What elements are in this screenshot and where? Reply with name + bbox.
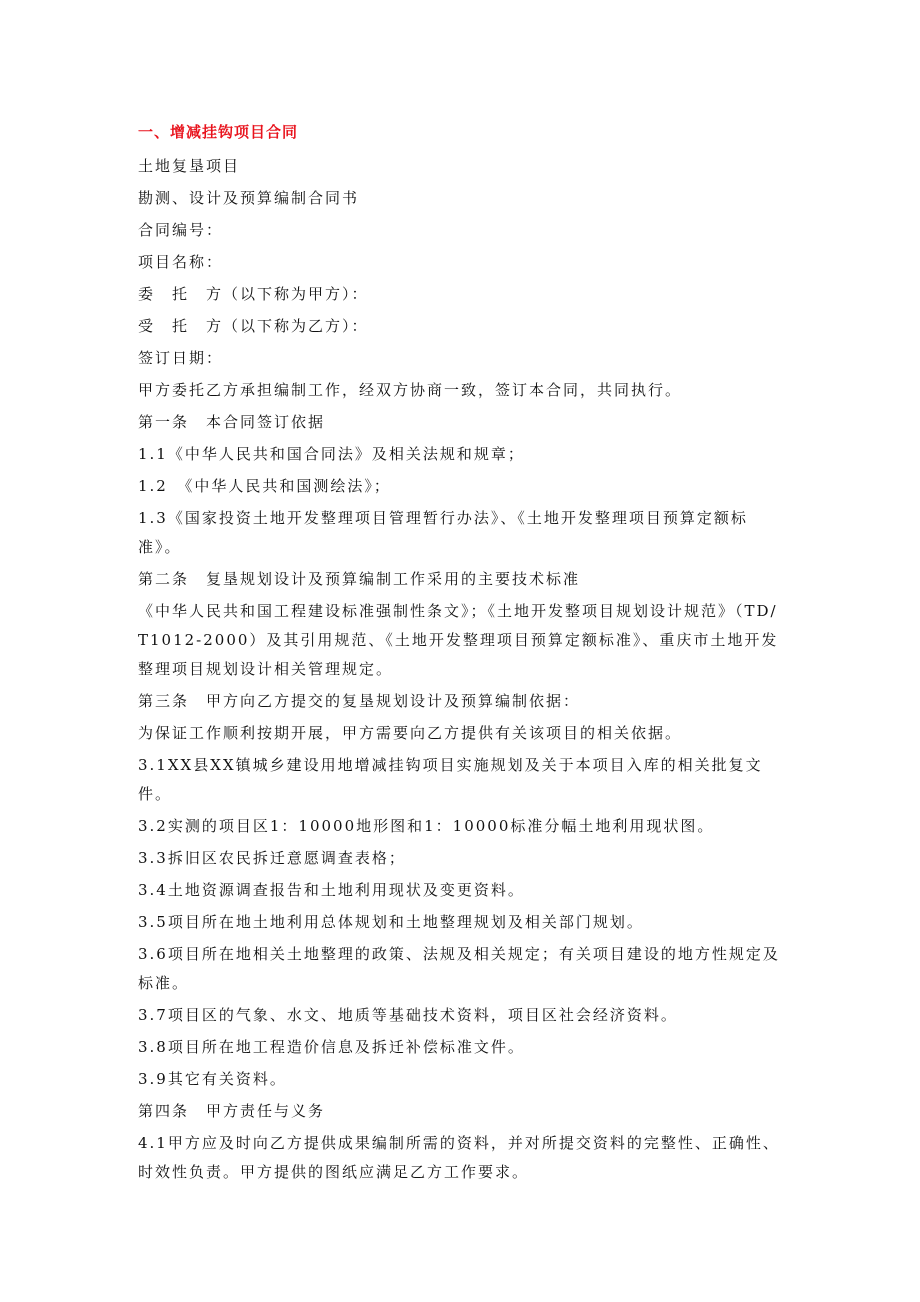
clause-3-2: 3.2实测的项目区1：10000地形图和1：10000标准分幅土地利用现状图。 (138, 817, 715, 835)
clause-1-3: 1.3《国家投资土地开发整理项目管理暂行办法》、《土地开发整理项目预算定额标准》。 (138, 509, 748, 556)
clause-3-6: 3.6项目所在地相关土地整理的政策、法规及相关规定；有关项目建设的地方性规定及标准。 (138, 945, 780, 992)
article-2-standards: 《中华人民共和国工程建设标准强制性条文》；《土地开发整项目规划设计规范》（TD/T1012-2000）及其引用规范、《土地开发整理项目预算定额标准》、重庆市土地开发整理项目规划设计相关管理规定。 (138, 602, 779, 678)
clause-3-7: 3.7项目区的气象、水文、地质等基础技术资料，项目区社会经济资料。 (138, 1006, 678, 1024)
article-1-title: 第一条 本合同签订依据 (138, 413, 326, 431)
paragraph-party-b: 受 托 方（以下称为乙方）： (138, 317, 369, 335)
paragraph-contract-number: 合同编号： (138, 221, 224, 239)
clause-1-2: 1.2 《中华人民共和国测绘法》； (138, 477, 391, 495)
clause-3-1: 3.1XX县XX镇城乡建设用地增减挂钩项目实施规划及关于本项目入库的相关批复文件。 (138, 756, 763, 803)
clause-3-3: 3.3拆旧区农民拆迁意愿调查表格； (138, 849, 406, 867)
clause-3-8: 3.8项目所在地工程造价信息及拆迁补偿标准文件。 (138, 1038, 525, 1056)
paragraph-contract-title: 勘测、设计及预算编制合同书 (138, 189, 360, 207)
clause-3-5: 3.5项目所在地土地利用总体规划和土地整理规划及相关部门规划。 (138, 913, 644, 931)
paragraph-sign-date: 签订日期： (138, 349, 224, 367)
paragraph-project-type: 土地复垦项目 (138, 157, 241, 175)
clause-3-9: 3.9其它有关资料。 (138, 1070, 287, 1088)
contract-body (138, 152, 788, 1190)
article-2-title: 第二条 复垦规划设计及预算编制工作采用的主要技术标准 (138, 570, 581, 588)
clause-4-1: 4.1甲方应及时向乙方提供成果编制所需的资料，并对所提交资料的完整性、正确性、时效性负责。甲方提供的图纸应满足乙方工作要求。 (138, 1134, 780, 1181)
paragraph-intro: 甲方委托乙方承担编制工作，经双方协商一致，签订本合同，共同执行。 (138, 381, 683, 399)
paragraph-party-a: 委 托 方（以下称为甲方）： (138, 285, 369, 303)
paragraph-project-name: 项目名称： (138, 253, 224, 271)
article-3-title: 第三条 甲方向乙方提交的复垦规划设计及预算编制依据： (138, 692, 581, 710)
article-4-title: 第四条 甲方责任与义务 (138, 1102, 326, 1120)
article-3-intro: 为保证工作顺利按期开展，甲方需要向乙方提供有关该项目的相关依据。 (138, 724, 683, 742)
clause-1-1: 1.1《中华人民共和国合同法》及相关法规和规章； (138, 445, 525, 463)
clause-3-4: 3.4土地资源调查报告和土地利用现状及变更资料。 (138, 881, 525, 899)
section-heading: 一、增减挂钩项目合同 (138, 123, 299, 141)
